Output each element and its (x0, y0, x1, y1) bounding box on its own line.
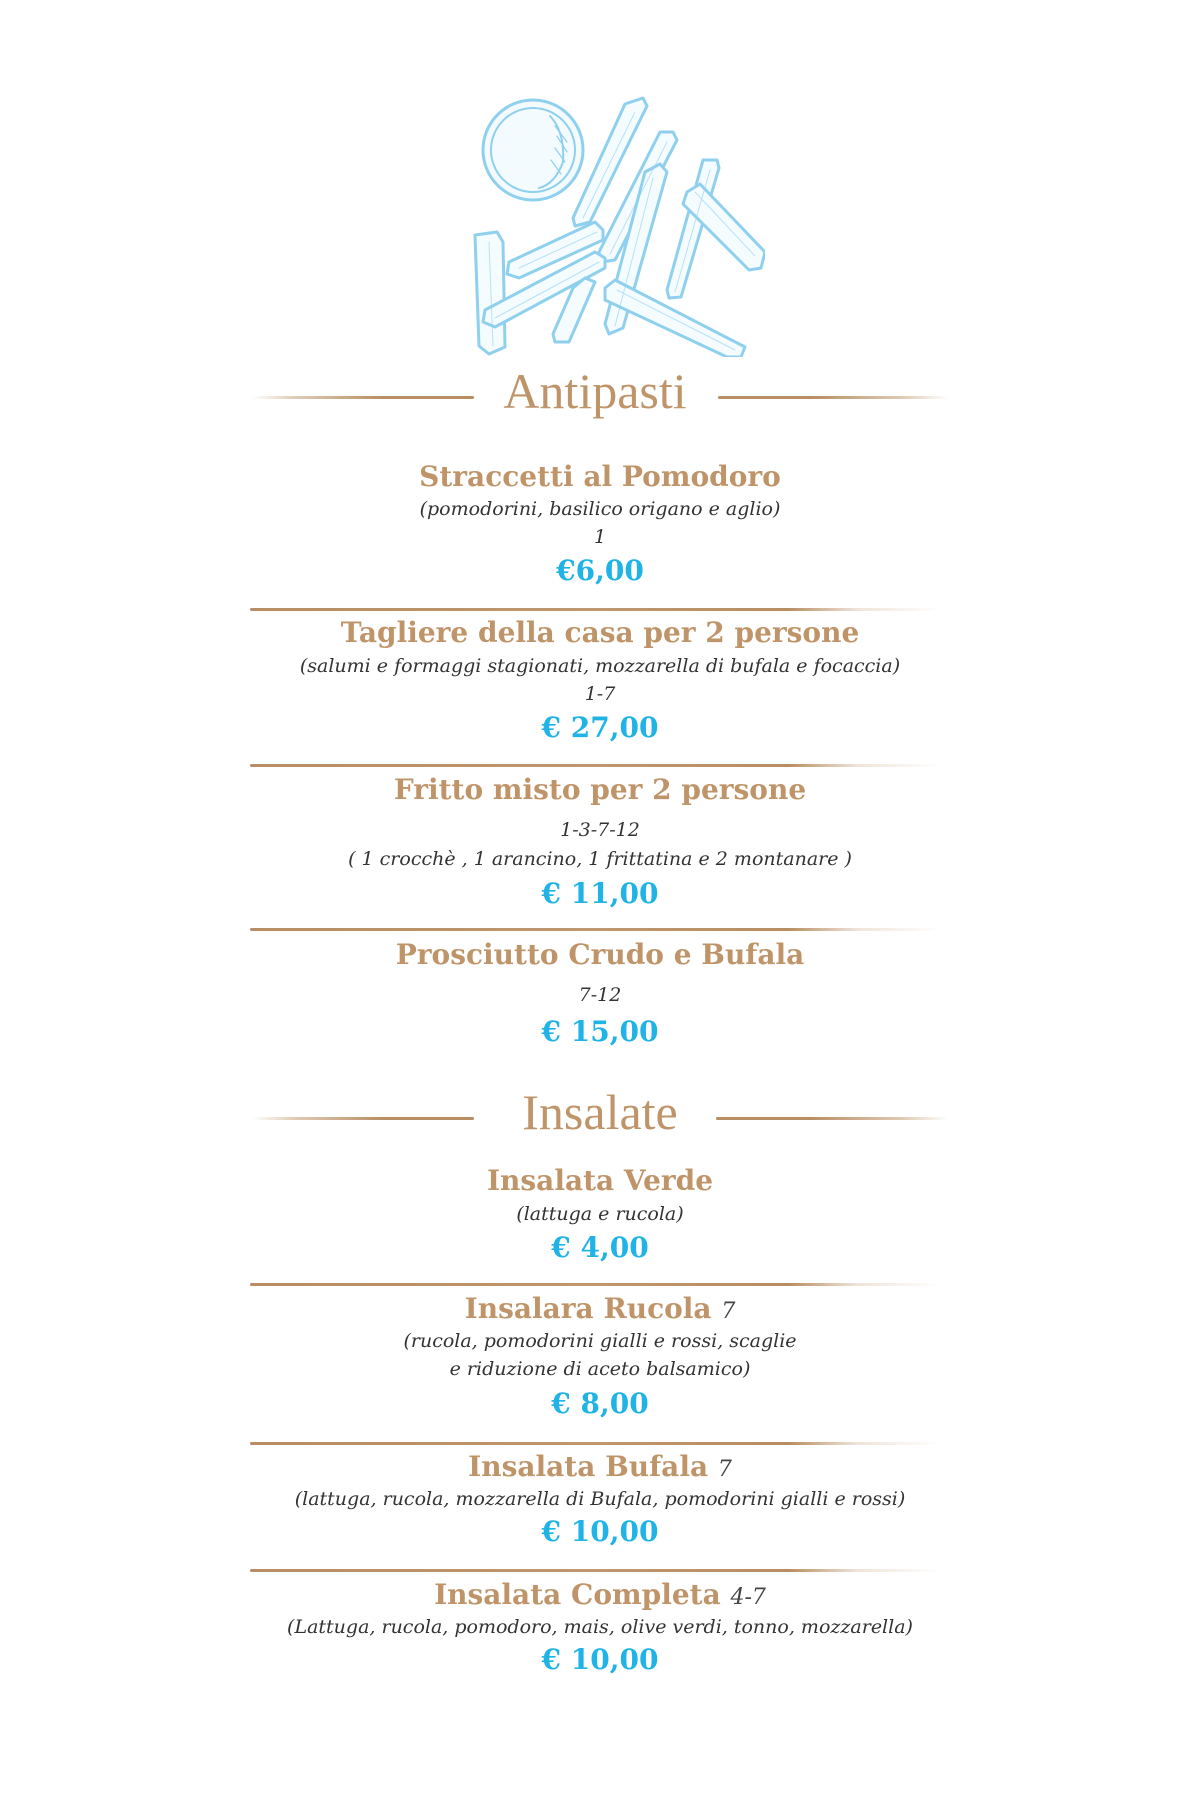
menu-item-name-text: Insalata Completa (434, 1578, 721, 1611)
section-divider-right (718, 396, 948, 399)
menu-item-description: (salumi e formaggi stagionati, mozzarella di bufala e focaccia) (299, 655, 901, 677)
menu-item-allergens: 4-7 (730, 1585, 766, 1610)
menu-item-name: Prosciutto Crudo e Bufala (395, 938, 805, 971)
menu-item-description: (Lattuga, rucola, pomodoro, mais, olive verdi, tonno, mozzarella) (287, 1616, 913, 1638)
section-divider-left (252, 396, 474, 399)
menu-item-name (0, 1450, 1200, 1483)
section-divider-left (252, 1117, 474, 1120)
menu-item-description-line2: e riduzione di aceto balsamico) (449, 1358, 751, 1380)
menu-item-allergens: 1-3-7-12 (560, 819, 640, 841)
menu-item-name: Straccetti al Pomodoro (419, 460, 781, 493)
fries-and-dip-illustration-icon (455, 92, 765, 357)
menu-item-name (0, 1292, 1200, 1325)
menu-item-allergens: 7 (717, 1457, 732, 1482)
menu-item-price: € 11,00 (541, 877, 659, 910)
item-divider (250, 1283, 940, 1286)
menu-item-name: Tagliere della casa per 2 persone (340, 616, 860, 649)
menu-item-name: Fritto misto per 2 persone (393, 773, 807, 806)
menu-item-description: (pomodorini, basilico origano e aglio) (419, 498, 781, 520)
menu-item-allergens: 1 (593, 526, 607, 548)
item-divider (250, 608, 940, 611)
menu-item-price: € 10,00 (541, 1515, 659, 1548)
menu-item-name: Insalata Verde (486, 1164, 714, 1197)
menu-item-description: (lattuga e rucola) (516, 1203, 684, 1225)
menu-item-name-text: Insalata Bufala (468, 1450, 709, 1483)
item-divider (250, 764, 940, 767)
menu-item-allergens: 1-7 (584, 683, 616, 705)
menu-item-name (0, 1578, 1200, 1611)
menu-item-description: (rucola, pomodorini gialli e rossi, scaglie (403, 1330, 797, 1352)
item-divider (250, 928, 940, 931)
menu-item-description: (lattuga, rucola, mozzarella di Bufala, pomodorini gialli e rossi) (294, 1488, 906, 1510)
menu-item-price: € 27,00 (541, 711, 659, 744)
item-divider (250, 1569, 940, 1572)
menu-item-allergens: 7 (721, 1299, 736, 1324)
section-title-antipasti: Antipasti (503, 363, 687, 419)
menu-item-price: € 4,00 (551, 1231, 649, 1264)
menu-item-price: € 8,00 (551, 1387, 649, 1420)
menu-item-allergens: 7-12 (578, 984, 622, 1006)
menu-item-price: € 10,00 (541, 1643, 659, 1676)
menu-item-price: €6,00 (556, 554, 644, 587)
menu-item-extra: ( 1 crocchè , 1 arancino, 1 frittatina e 2 montanare ) (348, 848, 852, 870)
section-divider-right (716, 1117, 948, 1120)
menu-item-name-text: Insalara Rucola (464, 1292, 712, 1325)
item-divider (250, 1442, 940, 1445)
menu-item-price: € 15,00 (541, 1015, 659, 1048)
section-title-insalate: Insalate (522, 1084, 678, 1140)
